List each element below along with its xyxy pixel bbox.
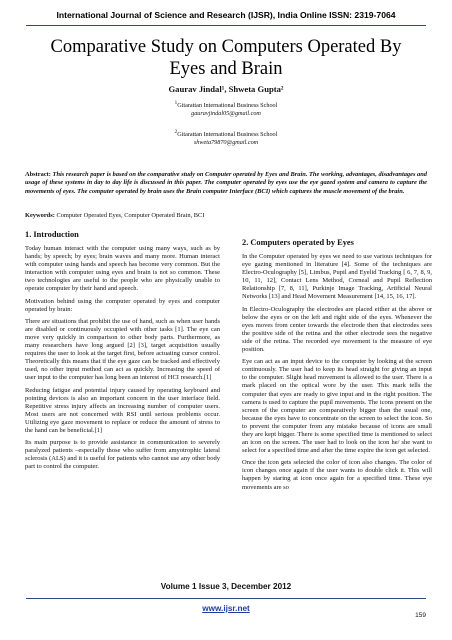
affiliation-marker: 1 bbox=[174, 100, 178, 106]
left-column bbox=[25, 230, 220, 475]
section-heading-introduction: 1. Introduction bbox=[25, 230, 79, 239]
paragraph: In Electro-Oculography the electrodes are placed either at the above or below the eyes or on the left and right side of the eyes. Whenever the eyes moves from center towards the electrode then that electrodes sees the positive side of the retina and the other electrode sees the negative side of the retina. The recorded eye movement is the measure of eye position. bbox=[242, 305, 432, 354]
paragraph: Motivation behind using the computer operated by eyes and computer operated by brain: bbox=[25, 297, 220, 313]
paragraph: Eye can act as an input device to the computer by looking at the screen continuously. The user had to keep its head straight for giving an input to the computer. Slight head movement is allowed to the user. There is a mark placed on the optical wore by the user. This mark tells the computer that eyes are ready to give input and in the right position. The camera is used to capture the pupil movements. The icons present on the screen of the computer are comparatively bigger than the usual one, because the eyes have to concentrate on the screen to select the icon. So to prevent the computer from any mistake because of icons are small they are kept bigger. There is some specified time is mentioned to select an icon on the screen. The user had to look on the icon he/ she want to select for a specified time and after the time expire the icon get selected. bbox=[242, 358, 432, 455]
paper-authors: Gaurav Jindal¹, Shweta Gupta² bbox=[168, 84, 284, 94]
page-number: 159 bbox=[415, 612, 426, 619]
paragraph: Its main purpose is to provide assistance in communication to severely paralyzed patients –especially those who suffer from amyotrophic lateral sclerosis (ALS) and it is useful for patients who cannot use any other body part to control the computer. bbox=[25, 439, 220, 471]
section-heading-computers-operated-by-eyes: 2. Computers operated by Eyes bbox=[242, 238, 354, 247]
affiliation-org: Gitarattan International Business School bbox=[177, 131, 278, 139]
journal-header: International Journal of Science and Research (IJSR), India Online ISSN: 2319-7064 bbox=[56, 10, 396, 20]
abstract bbox=[25, 171, 427, 196]
affiliation-email[interactable]: shweta79870@gmail.com bbox=[193, 139, 259, 147]
affiliation-org: Gitarattan International Business School bbox=[177, 102, 278, 110]
keywords-text: Computer Operated Eyes, Computer Operated Brain, BCI bbox=[56, 212, 205, 219]
paragraph: Today human interact with the computer using many ways, such as by hands; by speech; by eyes; brain waves and many more. Human interact with computer using hands and speech has become very common. But the interaction with computer using eyes and brain is not so common. These two technologies are useful to the people who are physically unable to operate computer by their hand and speech. bbox=[25, 245, 220, 293]
affiliation-1 bbox=[0, 99, 452, 118]
footer-volume: Volume 1 Issue 3, December 2012 bbox=[160, 582, 292, 591]
right-column bbox=[242, 230, 432, 496]
affiliation-2 bbox=[0, 128, 452, 147]
header-divider bbox=[26, 25, 426, 26]
paragraph: Once the icon gets selected the color of icon also changes. The color of icon changes once again if the user wants to double click it. This will happen by staring at icon once again for a specified time. These eye movements are so bbox=[242, 459, 432, 491]
keywords-label: Keywords: bbox=[25, 212, 55, 219]
paragraph: In the Computer operated by eyes we need to use various techniques for eye gazing mentioned in literature [4]. Some of the techniques are Electro-Oculography [5], Limbus, Pupil and Eyelid Tracking [ 6, 7, 8, 9, 10, 11, 12], Contact Lens Method, Corneal and Pupil Reflection Relationship [7, 8, 11], Purkinje Image Tracking, Artificial Neural Networks [13] and Head Movement Measurement [14, 15, 16, 17]. bbox=[242, 253, 432, 301]
footer-divider bbox=[26, 598, 426, 599]
affiliation-marker: 2 bbox=[174, 129, 178, 135]
abstract-label: Abstract: bbox=[25, 171, 51, 178]
paragraph: There are situations that prohibit the use of hand, such as when user hands are disabled or continuously occupied with other tasks [1]. The eye can move very quickly in comparison to other body parts. Furthermore, as many researchers have long argued [2] [3], target acquisition usually requires the user to look at the target first, before actuating cursor control. Theoretically this means that if the eye gaze can be tracked and effectively used, no other input method can act as quickly. Increasing the speed of user input to the computer has long been an interest of HCI research.[1] bbox=[25, 317, 220, 382]
paper-title: Comparative Study on Computers Operated By Eyes and Brain bbox=[50, 37, 402, 79]
paragraph: Reducing fatigue and potential injury caused by operating keyboard and pointing devices is also an important concern in the user interface field. Repetitive stress injury affects an increasing number of computer users. Most users are not concerned with RSI until serious problems occur. Utilizing eye gaze movement to replace or reduce the amount of stress to the hand can be beneficial.[1] bbox=[25, 386, 220, 434]
affiliation-email[interactable]: gauravjindal05@gmail.com bbox=[191, 110, 261, 118]
footer-link[interactable]: www.ijsr.net bbox=[202, 604, 250, 613]
keywords bbox=[25, 212, 427, 220]
abstract-text: This research paper is based on the comparative study on Computer operated by Eyes and Brain. The working, advantages, disadvantages and usage of these systems in day to day life is discussed in this paper. The computer operated by eyes use the eye gazed system and camera to capture the movements of eyes. The computer operated by brain uses the Brain computer Interface (BCI) which captures the muscle movement of the brain. bbox=[25, 171, 427, 195]
